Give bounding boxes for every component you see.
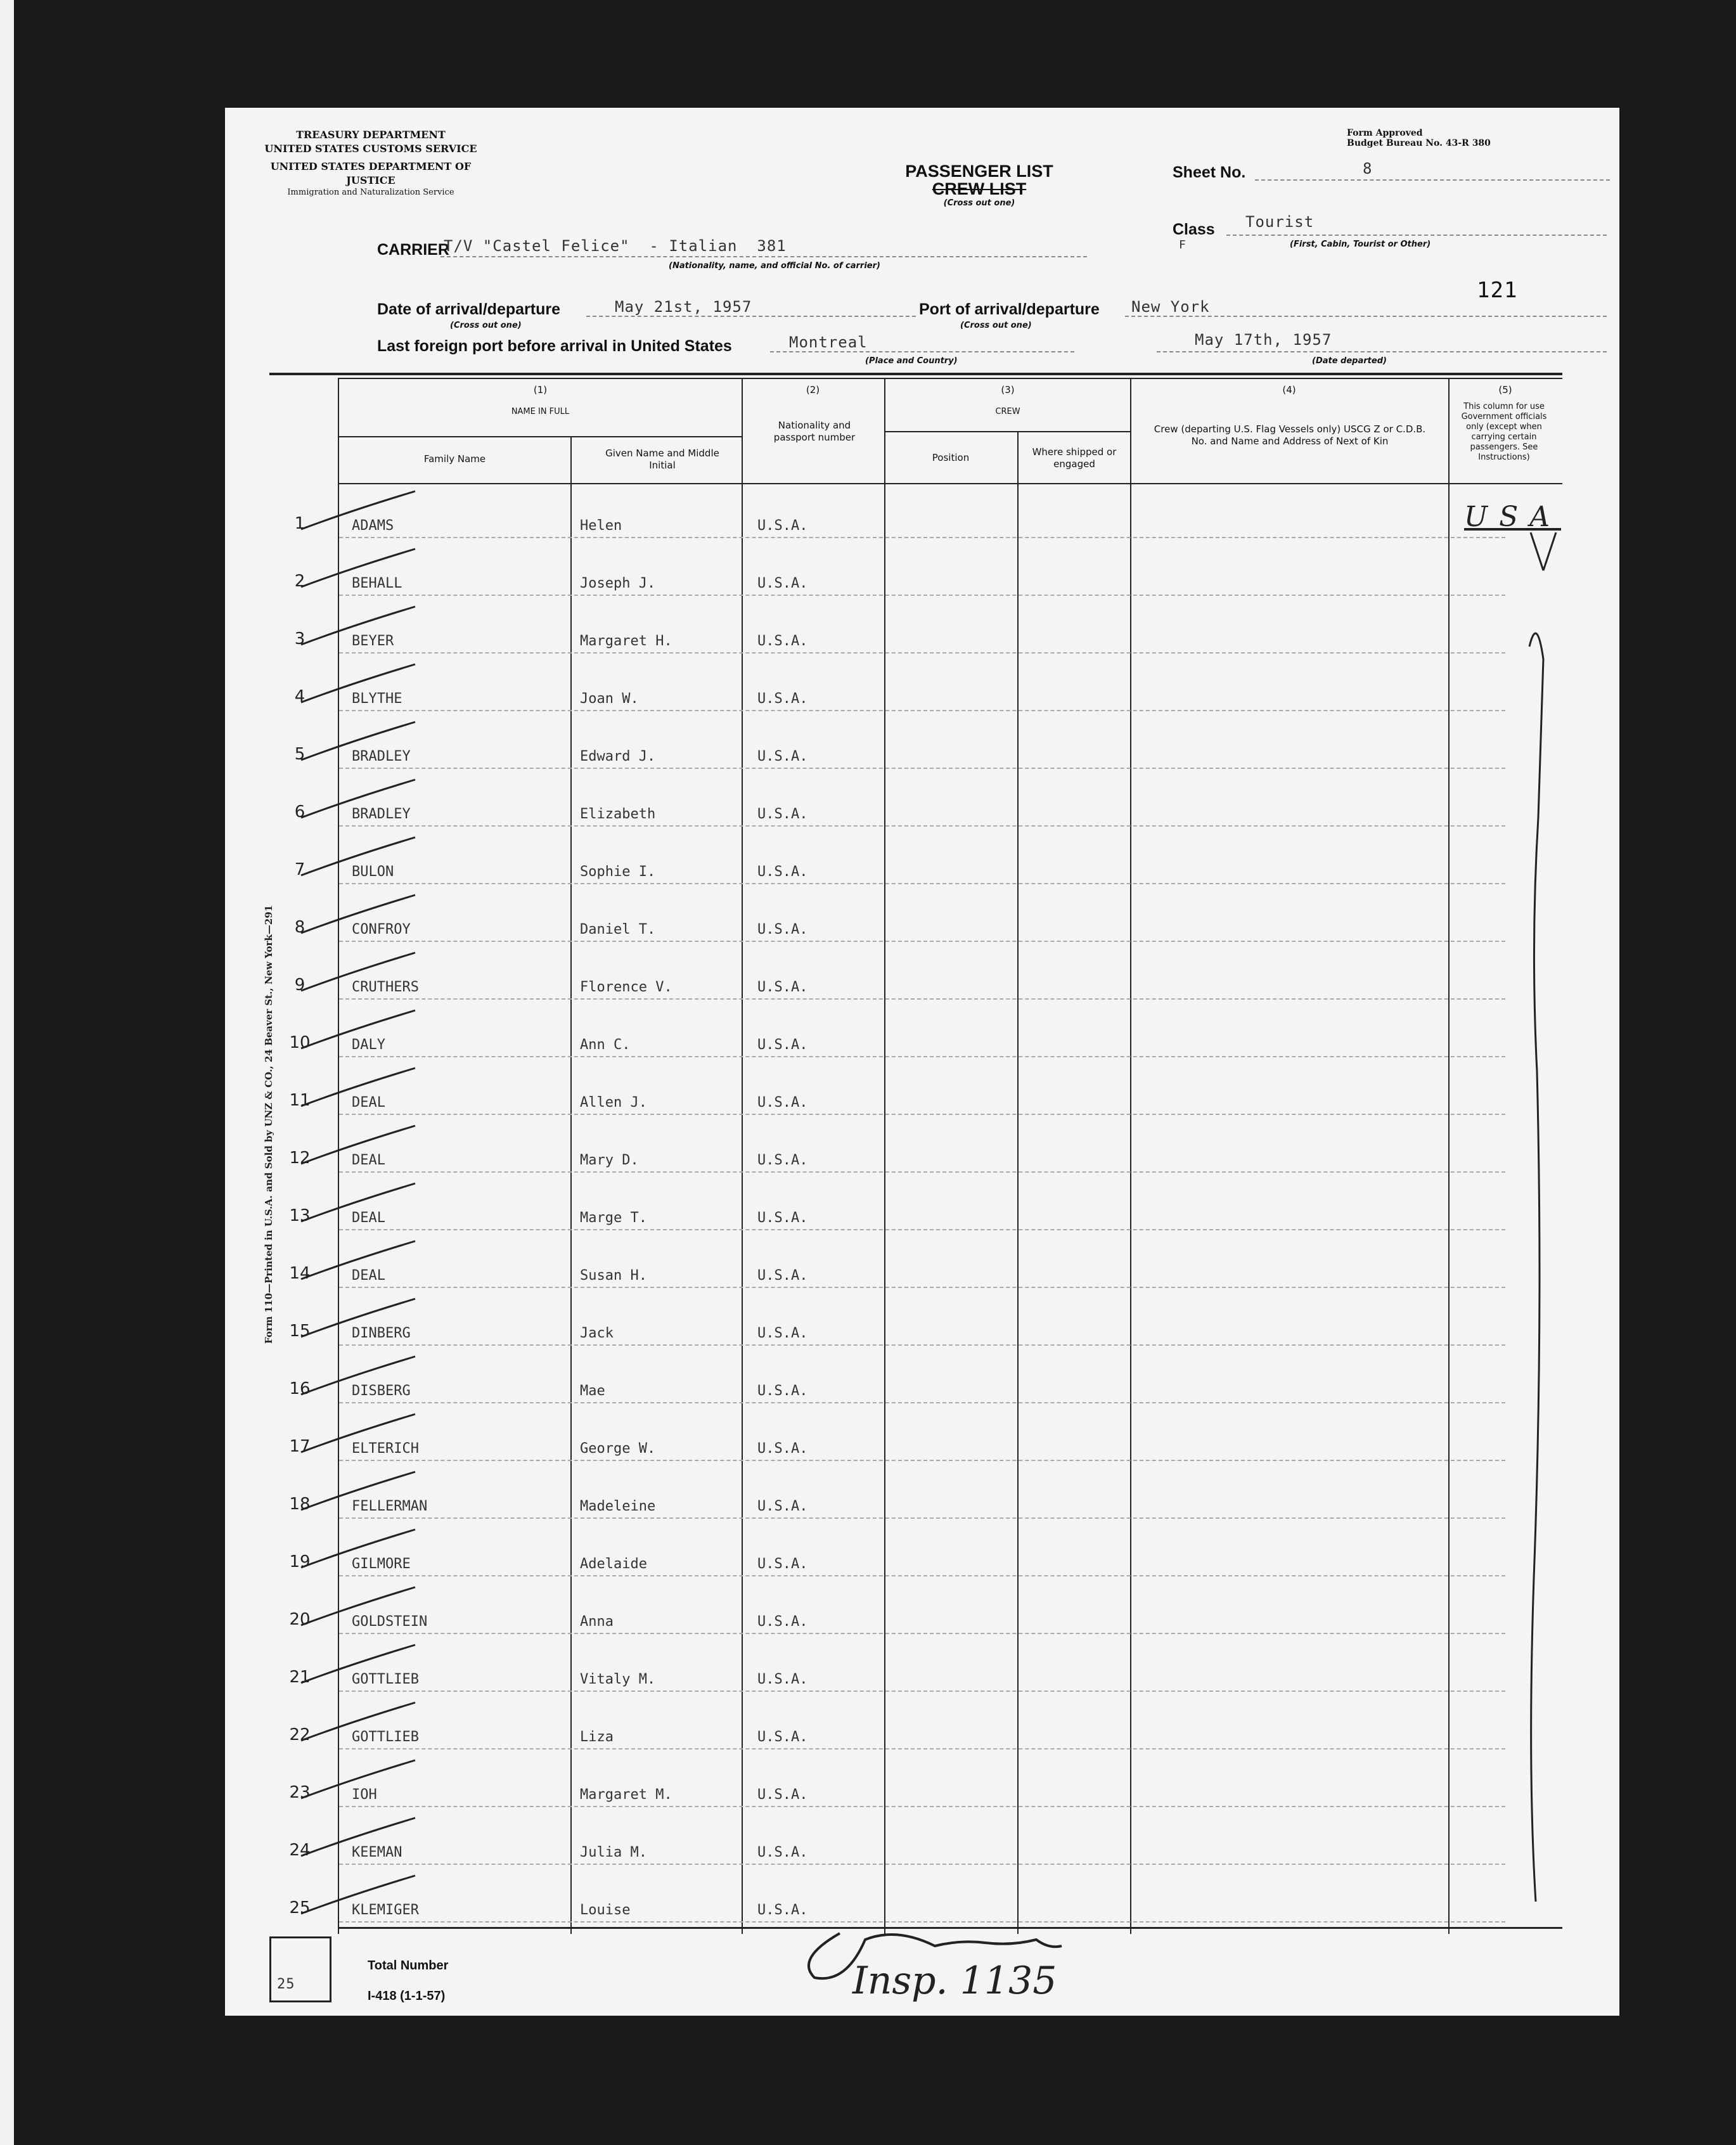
given-name: Liza: [580, 1729, 614, 1745]
given-name: Marge T.: [580, 1210, 647, 1226]
nationality: U.S.A.: [757, 1845, 808, 1860]
table-row-rule: [339, 883, 1505, 884]
family-name: DEAL: [352, 1095, 385, 1111]
check-mark-stroke: [295, 1350, 434, 1407]
port-line: [1125, 316, 1607, 317]
row-number: 19: [289, 1552, 311, 1571]
family-name: KLEMIGER: [352, 1902, 419, 1918]
class-value: Tourist: [1245, 213, 1315, 231]
col5-mark: USA: [1464, 501, 1561, 533]
check-mark-stroke: [295, 1812, 434, 1869]
class-mark: F: [1179, 238, 1186, 252]
table-row-rule: [339, 1864, 1505, 1865]
nationality: U.S.A.: [757, 1614, 808, 1630]
table-row-rule: [339, 941, 1505, 942]
nationality: U.S.A.: [757, 1383, 808, 1399]
col3-title: CREW: [995, 407, 1020, 416]
total-box: [269, 1936, 331, 2002]
nationality: U.S.A.: [757, 749, 808, 764]
given-name: Julia M.: [580, 1845, 647, 1860]
sheet-line: [1255, 179, 1610, 181]
table-row-rule: [339, 1056, 1505, 1057]
row-number: 12: [289, 1149, 311, 1168]
dept-line-4: Immigration and Naturalization Service: [287, 188, 454, 197]
check-mark-stroke: [295, 1523, 434, 1580]
check-mark-stroke: [295, 1696, 434, 1753]
given-name: Joan W.: [580, 691, 639, 707]
stamp-number: 121: [1477, 278, 1518, 303]
table-row-rule: [339, 1171, 1505, 1173]
table-row-rule: [339, 1633, 1505, 1634]
header-bottom-rule: [339, 483, 1562, 484]
col4-title: Crew (departing U.S. Flag Vessels only) USCG Z or C.D.B. No. and Name and Address of Next of Kin: [1154, 423, 1426, 447]
check-mark-stroke: [295, 600, 434, 657]
family-name: DISBERG: [352, 1383, 411, 1399]
class-line: [1226, 235, 1607, 236]
given-name: Florence V.: [580, 979, 672, 995]
total-number-label: Total Number: [368, 1959, 449, 1973]
row-number: 2: [294, 572, 305, 591]
family-name: BLYTHE: [352, 691, 402, 707]
check-mark-stroke: [295, 1465, 434, 1523]
check-mark-stroke: [295, 543, 434, 600]
row-number: 6: [294, 802, 305, 821]
table-row-rule: [339, 1691, 1505, 1692]
carrier-note: (Nationality, name, and official No. of carrier): [669, 261, 880, 271]
title-note: (Cross out one): [943, 198, 1015, 208]
nationality: U.S.A.: [757, 1268, 808, 1284]
table-row-rule: [339, 1460, 1505, 1461]
nationality: U.S.A.: [757, 633, 808, 649]
row-number: 8: [294, 918, 305, 937]
family-name: CRUTHERS: [352, 979, 419, 995]
col-rule-1: [570, 437, 572, 1934]
given-name: Mary D.: [580, 1152, 639, 1168]
family-name: BEYER: [352, 633, 394, 649]
date-departed-value: May 17th, 1957: [1195, 331, 1332, 349]
last-port-label: Last foreign port before arrival in United States: [377, 337, 732, 355]
row-number: 7: [294, 860, 305, 879]
given-name: Jack: [580, 1325, 614, 1341]
family-name: CONFROY: [352, 922, 411, 937]
family-name: BRADLEY: [352, 806, 411, 822]
passenger-list-form: [225, 108, 1619, 2016]
row-number: 13: [289, 1206, 311, 1225]
col1-title: NAME IN FULL: [511, 407, 570, 416]
nationality: U.S.A.: [757, 1095, 808, 1111]
given-name: Madeleine: [580, 1498, 656, 1514]
last-port-line: [770, 351, 1074, 352]
row-number: 20: [289, 1610, 311, 1629]
given-name: Margaret H.: [580, 633, 672, 649]
port-label: Port of arrival/departure: [919, 300, 1100, 318]
date-departed-line: [1157, 351, 1607, 352]
family-name: BULON: [352, 864, 394, 880]
total-box-value: 25: [277, 1976, 295, 1992]
nationality: U.S.A.: [757, 1556, 808, 1572]
title-crew-list: CREW LIST: [932, 179, 1027, 198]
col-rule-2: [742, 378, 743, 1934]
check-mark-stroke: [295, 485, 434, 542]
row-number: 16: [289, 1379, 311, 1398]
dept-line-3: UNITED STATES DEPARTMENT OF JUSTICE: [270, 160, 472, 186]
carrier-label: CARRIER: [377, 241, 449, 259]
nationality: U.S.A.: [757, 1441, 808, 1457]
nationality: U.S.A.: [757, 1037, 808, 1053]
check-mark-stroke: [295, 1869, 434, 1926]
carrier-value: T/V "Castel Felice" - Italian 381: [444, 237, 787, 255]
family-name: GILMORE: [352, 1556, 411, 1572]
family-name: IOH: [352, 1787, 377, 1803]
nationality: U.S.A.: [757, 806, 808, 822]
check-mark-stroke: [295, 1639, 434, 1696]
check-mark-stroke: [295, 1062, 434, 1119]
table-row-rule: [339, 998, 1505, 1000]
table-row-rule: [339, 1114, 1505, 1115]
given-name: George W.: [580, 1441, 656, 1457]
table-row-rule: [339, 768, 1505, 769]
col-rule-4: [1017, 431, 1019, 1934]
title-passenger-list: PASSENGER LIST: [905, 162, 1053, 181]
last-port-note: (Place and Country): [865, 356, 958, 366]
family-name: GOLDSTEIN: [352, 1614, 428, 1630]
table-row-rule: [339, 1344, 1505, 1346]
row-number: 1: [294, 514, 305, 533]
col3-where: Where shipped or engaged: [1032, 446, 1117, 470]
col2-title: Nationality and passport number: [773, 420, 856, 443]
col5-vertical-stroke: [1448, 374, 1562, 1933]
given-name: Sophie I.: [580, 864, 656, 880]
sheet-value: 8: [1363, 160, 1373, 177]
inspector-signature: [770, 1921, 1100, 1990]
check-mark-stroke: [295, 1292, 434, 1349]
given-name: Allen J.: [580, 1095, 647, 1111]
table-row-rule: [339, 1517, 1505, 1519]
table-row-rule: [339, 1287, 1505, 1288]
table-row-rule: [339, 825, 1505, 827]
check-mark-stroke: [295, 1581, 434, 1638]
given-name: Edward J.: [580, 749, 656, 764]
col3-position: Position: [932, 452, 970, 463]
nationality: U.S.A.: [757, 1672, 808, 1687]
check-mark-stroke: [295, 889, 434, 946]
given-name: Susan H.: [580, 1268, 647, 1284]
check-mark-stroke: [295, 1119, 434, 1176]
given-name: Joseph J.: [580, 576, 656, 591]
given-name: Ann C.: [580, 1037, 631, 1053]
col-rule-3: [884, 378, 885, 1934]
carrier-line: [440, 256, 1087, 257]
family-name: DEAL: [352, 1268, 385, 1284]
given-name: Adelaide: [580, 1556, 647, 1572]
date-label: Date of arrival/departure: [377, 300, 560, 318]
family-name: BEHALL: [352, 576, 402, 591]
crew-subheader-rule: [884, 431, 1131, 432]
given-name: Anna: [580, 1614, 614, 1630]
row-number: 11: [289, 1091, 311, 1110]
col1-family: Family Name: [423, 453, 486, 465]
check-mark-stroke: [295, 946, 434, 1003]
given-name: Daniel T.: [580, 922, 656, 937]
check-mark-stroke: [295, 831, 434, 888]
given-name: Elizabeth: [580, 806, 656, 822]
table-row-rule: [339, 1402, 1505, 1403]
sheet-label: Sheet No.: [1173, 164, 1246, 181]
printer-imprint: Form 110—Printed in U.S.A. and Sold by UNZ & CO., 24 Beaver St., New York—291: [263, 905, 274, 1344]
row-number: 3: [294, 629, 305, 648]
nationality: U.S.A.: [757, 1152, 808, 1168]
nationality: U.S.A.: [757, 1210, 808, 1226]
check-mark-stroke: [295, 658, 434, 715]
class-label: Class: [1173, 221, 1215, 238]
date-departed-note: (Date departed): [1312, 356, 1387, 366]
row-number: 24: [289, 1841, 311, 1860]
col-rule-5: [1130, 378, 1131, 1934]
given-name: Vitaly M.: [580, 1672, 656, 1687]
date-line: [586, 316, 916, 317]
row-number: 5: [294, 745, 305, 764]
family-name: GOTTLIEB: [352, 1729, 419, 1745]
dept-line-2: UNITED STATES CUSTOMS SERVICE: [264, 143, 477, 155]
table-row-rule: [339, 1748, 1505, 1749]
check-mark-stroke: [295, 1408, 434, 1465]
department-header: [250, 128, 491, 197]
table-row-rule: [339, 710, 1505, 711]
date-value: May 21st, 1957: [615, 298, 752, 316]
row-number: 14: [289, 1264, 311, 1283]
nationality: U.S.A.: [757, 979, 808, 995]
check-mark-stroke: [295, 1235, 434, 1292]
check-mark-stroke: [295, 716, 434, 773]
row-number: 22: [289, 1725, 311, 1744]
col1-number: (1): [533, 384, 548, 396]
family-name: FELLERMAN: [352, 1498, 428, 1514]
row-number: 18: [289, 1495, 311, 1514]
nationality: U.S.A.: [757, 1787, 808, 1803]
family-name: KEEMAN: [352, 1845, 402, 1860]
family-name: ELTERICH: [352, 1441, 419, 1457]
nationality: U.S.A.: [757, 1902, 808, 1918]
class-note: (First, Cabin, Tourist or Other): [1290, 240, 1431, 249]
check-mark-stroke: [295, 1004, 434, 1061]
nationality: U.S.A.: [757, 691, 808, 707]
family-name: DALY: [352, 1037, 385, 1053]
port-value: New York: [1131, 298, 1210, 316]
nationality: U.S.A.: [757, 576, 808, 591]
check-mark-stroke: [295, 1754, 434, 1811]
row-number: 17: [289, 1437, 311, 1456]
port-note: (Cross out one): [960, 321, 1032, 330]
form-number: I-418 (1-1-57): [368, 1989, 446, 2003]
table-row-rule: [339, 1229, 1505, 1230]
family-name: DINBERG: [352, 1325, 411, 1341]
nationality: U.S.A.: [757, 1325, 808, 1341]
last-port-value: Montreal: [789, 333, 868, 351]
table-row-rule: [339, 1806, 1505, 1807]
table-row-rule: [339, 1575, 1505, 1576]
family-name: DEAL: [352, 1152, 385, 1168]
given-name: Mae: [580, 1383, 605, 1399]
nationality: U.S.A.: [757, 518, 808, 534]
family-name: GOTTLIEB: [352, 1672, 419, 1687]
col2-number: (2): [806, 384, 820, 396]
given-name: Margaret M.: [580, 1787, 672, 1803]
nationality: U.S.A.: [757, 1729, 808, 1745]
row-number: 10: [289, 1033, 311, 1052]
date-note: (Cross out one): [450, 321, 522, 330]
table-row-rule: [339, 537, 1505, 538]
name-subheader-rule: [339, 436, 742, 437]
inspector-note: Insp. 1135: [852, 1959, 1057, 2003]
given-name: Louise: [580, 1902, 631, 1918]
row-number: 21: [289, 1668, 311, 1687]
given-name: Helen: [580, 518, 622, 534]
dept-line-1: TREASURY DEPARTMENT: [296, 129, 446, 141]
check-mark-stroke: [295, 1177, 434, 1234]
col5-number: (5): [1498, 384, 1512, 396]
family-name: ADAMS: [352, 518, 394, 534]
family-name: DEAL: [352, 1210, 385, 1226]
row-number: 4: [294, 687, 305, 706]
budget-bureau: Budget Bureau No. 43-R 380: [1347, 138, 1491, 148]
row-number: 25: [289, 1898, 311, 1917]
nationality: U.S.A.: [757, 1498, 808, 1514]
left-edge-strip: [0, 0, 14, 2145]
table-top-rule-2: [339, 378, 1562, 379]
row-number: 9: [294, 976, 305, 995]
col1-given: Given Name and Middle Initial: [605, 448, 719, 471]
col5-title: This column for use Government officials only (except when carrying certain passengers. See Instructions): [1461, 402, 1547, 462]
table-row-rule: [339, 595, 1505, 596]
form-approved: Form Approved: [1347, 128, 1423, 138]
table-row-rule: [339, 652, 1505, 654]
check-mark-stroke: [295, 773, 434, 830]
row-number: 23: [289, 1783, 311, 1802]
row-number: 15: [289, 1322, 311, 1341]
nationality: U.S.A.: [757, 922, 808, 937]
table-top-rule: [269, 373, 1562, 375]
col3-number: (3): [1001, 384, 1015, 396]
family-name: BRADLEY: [352, 749, 411, 764]
nationality: U.S.A.: [757, 864, 808, 880]
col4-number: (4): [1282, 384, 1296, 396]
